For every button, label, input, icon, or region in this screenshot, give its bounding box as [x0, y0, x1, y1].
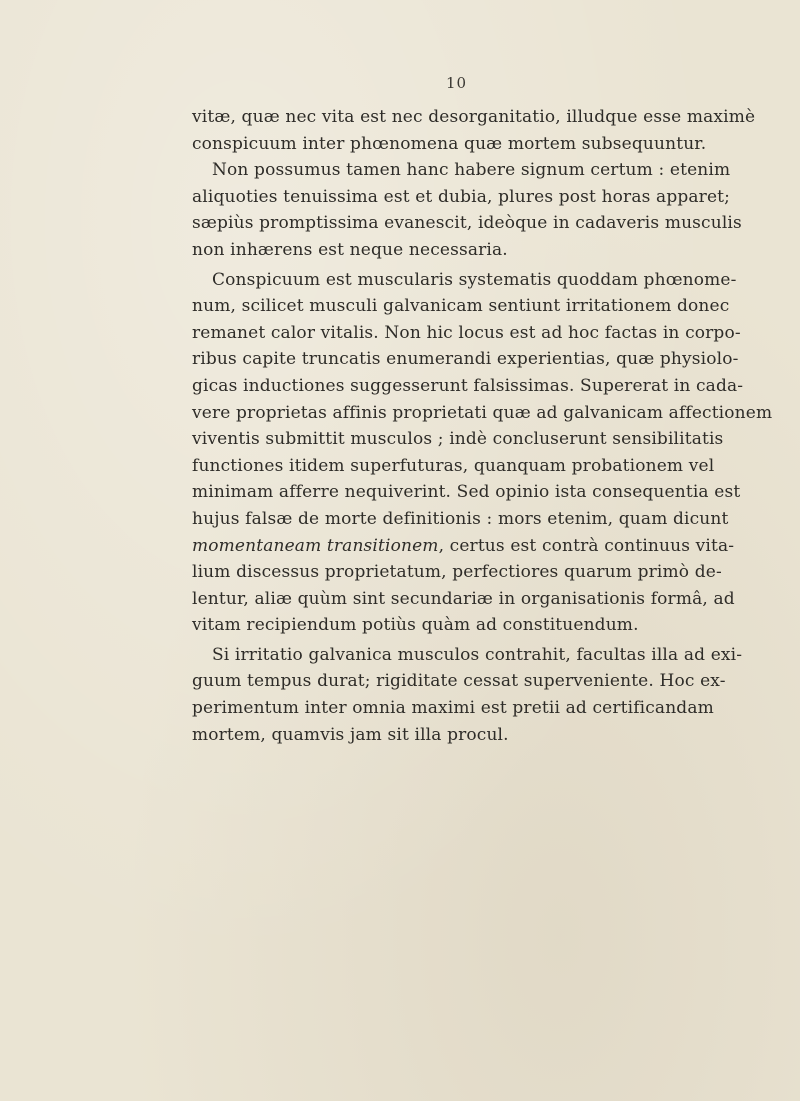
text-line: remanet calor vitalis. Non hic locus est ad hoc factas in corpo-	[192, 322, 741, 343]
text-line: num, scilicet musculi galvanicam sentiunt irritationem donec	[192, 296, 730, 317]
paragraph-3	[192, 267, 773, 639]
text-line: Conspicuum est muscularis systematis quoddam phœnome-	[212, 269, 737, 290]
text-line: Non possumus tamen hanc habere signum certum : etenim	[212, 160, 731, 181]
text-line: gicas inductiones suggesserunt falsissimas. Supererat in cada-	[192, 375, 744, 396]
text-line: sæpiùs promptissima evanescit, ideòque in cadaveris musculis	[192, 213, 742, 234]
italic-phrase: momentaneam transitionem	[192, 535, 439, 556]
text-line: vere proprietas affinis proprietati quæ ad galvanicam affectionem	[192, 402, 773, 423]
text-line: hujus falsæ de morte definitionis : mors etenim, quam dicunt	[192, 508, 729, 529]
text-line: ribus capite truncatis enumerandi experientias, quæ physiolo-	[192, 349, 739, 370]
paragraph-1	[192, 104, 756, 157]
text-line: guum tempus durat; rigiditate cessat superveniente. Hoc ex-	[192, 671, 726, 692]
text-line: vitam recipiendum potiùs quàm ad constituendum.	[192, 615, 639, 636]
text-line: viventis submittit musculos ; indè concluserunt sensibilitatis	[192, 429, 724, 450]
page-number: 10	[446, 74, 468, 92]
text-line: vitæ, quæ nec vita est nec desorganitatio, illudque esse maximè	[192, 107, 756, 127]
text-line: Si irritatio galvanica musculos contrahit, facultas illa ad exi-	[212, 644, 743, 665]
paragraph-4	[192, 642, 743, 748]
paragraph-2	[192, 157, 742, 263]
text-line: mortem, quamvis jam sit illa procul.	[192, 724, 509, 745]
italic-line-rest: , certus est contrà continuus vita-	[438, 535, 735, 556]
text-line: lentur, aliæ quùm sint secundariæ in organisationis formâ, ad	[192, 588, 735, 609]
text-line-italic-phrase	[192, 533, 735, 560]
text-line: conspicuum inter phœnomena quæ mortem subsequuntur.	[192, 133, 707, 154]
text-line: lium discessus proprietatum, perfectiores quarum primò de-	[192, 562, 722, 583]
text-line: aliquoties tenuissima est et dubia, plures post horas apparet;	[192, 186, 731, 207]
text-line: non inhærens est neque necessaria.	[192, 239, 508, 260]
body-text	[192, 104, 773, 748]
text-line: functiones itidem superfuturas, quanquam probationem vel	[192, 455, 715, 476]
text-line: perimentum inter omnia maximi est pretii ad certificandam	[192, 698, 714, 719]
text-line: minimam afferre nequiverint. Sed opinio ista consequentia est	[192, 482, 741, 503]
